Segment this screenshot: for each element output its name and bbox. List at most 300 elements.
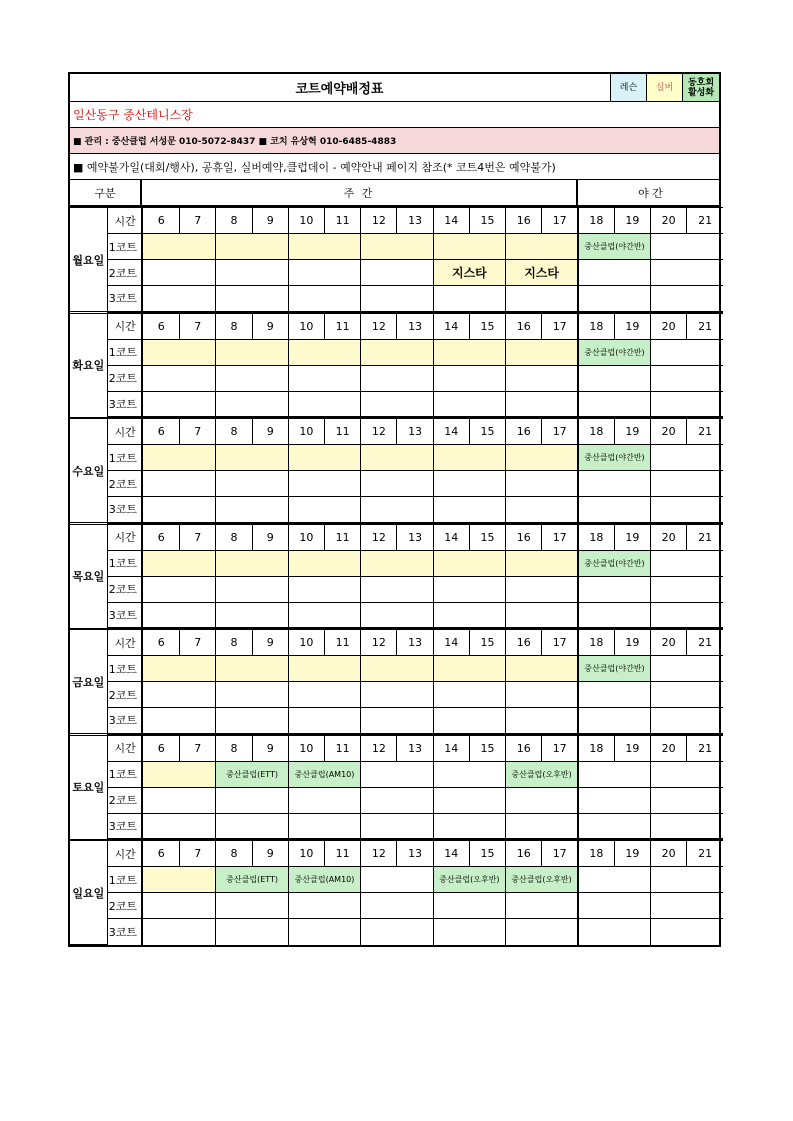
empty-slot[interactable] (361, 497, 433, 523)
empty-slot[interactable] (433, 919, 505, 945)
reservation-slot[interactable] (361, 339, 433, 365)
hour-cell: 7 (180, 630, 216, 656)
hour-cell: 18 (578, 208, 614, 234)
club-slot[interactable]: 중산클럽(AM10) (288, 761, 360, 787)
reservation-slot[interactable] (506, 656, 578, 682)
empty-slot[interactable] (216, 576, 288, 602)
empty-slot[interactable] (288, 919, 360, 945)
empty-slot[interactable] (578, 893, 650, 919)
day-block (70, 524, 719, 630)
empty-slot[interactable] (650, 708, 723, 734)
hour-cell: 20 (650, 735, 686, 761)
empty-slot[interactable] (142, 682, 215, 708)
empty-slot[interactable] (506, 365, 578, 391)
day-block (70, 840, 719, 945)
hour-cell: 17 (542, 208, 578, 234)
club-slot[interactable]: 중산클럽(야간반) (578, 550, 650, 576)
hour-cell: 20 (650, 524, 686, 550)
empty-slot[interactable] (433, 365, 505, 391)
hour-cell: 13 (397, 208, 433, 234)
column-header-row (70, 180, 719, 207)
empty-slot[interactable] (506, 919, 578, 945)
court-label: 2코트 (107, 365, 142, 391)
hour-cell: 9 (252, 313, 288, 339)
hour-cell: 14 (433, 208, 469, 234)
hour-cell: 9 (252, 735, 288, 761)
empty-slot[interactable] (288, 602, 360, 628)
reservation-slot[interactable] (506, 445, 578, 471)
day-block (70, 418, 719, 524)
club-slot[interactable]: 중산클럽(야간반) (578, 339, 650, 365)
hour-cell: 12 (361, 208, 397, 234)
empty-slot[interactable] (650, 576, 723, 602)
hour-cell: 7 (180, 208, 216, 234)
court-label: 1코트 (107, 550, 142, 576)
empty-slot[interactable] (650, 893, 723, 919)
legend-club (682, 74, 719, 101)
court-label: 1코트 (107, 761, 142, 787)
category-header: 구분 (70, 180, 142, 205)
hour-cell: 20 (650, 208, 686, 234)
time-label: 시간 (107, 208, 142, 234)
reservation-slot[interactable] (361, 445, 433, 471)
club-slot[interactable]: 중산클럽(ETT) (216, 867, 288, 893)
empty-slot[interactable] (142, 365, 215, 391)
empty-slot[interactable] (650, 471, 723, 497)
empty-slot[interactable] (288, 708, 360, 734)
hour-cell: 6 (142, 313, 179, 339)
empty-slot[interactable] (650, 550, 723, 576)
day-block (70, 313, 719, 419)
day-block (70, 629, 719, 735)
day-label: 월요일 (70, 208, 107, 312)
empty-slot[interactable] (506, 893, 578, 919)
hour-cell: 14 (433, 419, 469, 445)
hour-cell: 18 (578, 735, 614, 761)
empty-slot[interactable] (506, 787, 578, 813)
empty-slot[interactable] (433, 391, 505, 417)
hour-cell: 8 (216, 313, 252, 339)
reservation-notice: ■ 예약불가일(대회/행사), 공휴일, 실버예약,클럽데이 - 예약안내 페이지 참조(* 코트4번은 예약불가) (70, 154, 719, 180)
reservation-slot[interactable] (216, 339, 288, 365)
empty-slot[interactable] (578, 471, 650, 497)
empty-slot[interactable] (142, 708, 215, 734)
empty-slot[interactable] (650, 497, 723, 523)
empty-slot[interactable] (361, 260, 433, 286)
hour-cell: 8 (216, 735, 252, 761)
reservation-slot[interactable] (216, 550, 288, 576)
empty-slot[interactable] (288, 497, 360, 523)
empty-slot[interactable] (433, 471, 505, 497)
empty-slot[interactable] (578, 867, 650, 893)
reservation-slot[interactable] (433, 656, 505, 682)
reservation-slot[interactable]: 지스타 (506, 260, 578, 286)
empty-slot[interactable] (361, 761, 433, 787)
empty-slot[interactable] (506, 682, 578, 708)
empty-slot[interactable] (578, 813, 650, 839)
time-label: 시간 (107, 630, 142, 656)
hour-cell: 21 (687, 841, 723, 867)
hour-cell: 16 (506, 735, 542, 761)
empty-slot[interactable] (506, 497, 578, 523)
hour-cell: 15 (469, 841, 505, 867)
empty-slot[interactable] (216, 919, 288, 945)
hour-cell: 15 (469, 735, 505, 761)
club-slot[interactable]: 중산클럽(오후반) (433, 867, 505, 893)
empty-slot[interactable] (361, 867, 433, 893)
hour-cell: 13 (397, 419, 433, 445)
legend-silver: 실버 (646, 74, 682, 101)
empty-slot[interactable] (433, 286, 505, 312)
day-table (70, 629, 723, 735)
hour-cell: 19 (614, 735, 650, 761)
hour-cell: 14 (433, 841, 469, 867)
hour-cell: 10 (288, 524, 324, 550)
empty-slot[interactable] (650, 919, 723, 945)
reservation-slot[interactable] (433, 339, 505, 365)
empty-slot[interactable] (650, 234, 723, 260)
empty-slot[interactable] (142, 813, 215, 839)
reservation-slot[interactable] (361, 656, 433, 682)
empty-slot[interactable] (433, 787, 505, 813)
empty-slot[interactable] (216, 682, 288, 708)
schedule-sheet (68, 72, 721, 947)
title-row (70, 74, 719, 102)
empty-slot[interactable] (578, 919, 650, 945)
court-label: 1코트 (107, 656, 142, 682)
empty-slot[interactable] (361, 919, 433, 945)
time-label: 시간 (107, 735, 142, 761)
reservation-slot[interactable] (142, 445, 215, 471)
hour-cell: 6 (142, 524, 179, 550)
empty-slot[interactable] (216, 602, 288, 628)
empty-slot[interactable] (288, 260, 360, 286)
time-label: 시간 (107, 313, 142, 339)
empty-slot[interactable] (288, 286, 360, 312)
hour-cell: 17 (542, 735, 578, 761)
hour-cell: 12 (361, 524, 397, 550)
hour-cell: 16 (506, 841, 542, 867)
hour-cell: 11 (325, 630, 361, 656)
reservation-slot[interactable] (506, 339, 578, 365)
hour-cell: 19 (614, 208, 650, 234)
empty-slot[interactable] (506, 708, 578, 734)
empty-slot[interactable] (650, 391, 723, 417)
empty-slot[interactable] (216, 497, 288, 523)
hour-cell: 10 (288, 735, 324, 761)
hour-cell: 8 (216, 524, 252, 550)
reservation-slot[interactable] (288, 234, 360, 260)
day-table (70, 840, 723, 945)
court-label: 3코트 (107, 813, 142, 839)
hour-cell: 17 (542, 841, 578, 867)
court-label: 2코트 (107, 682, 142, 708)
empty-slot[interactable] (216, 286, 288, 312)
hour-cell: 9 (252, 208, 288, 234)
empty-slot[interactable] (650, 602, 723, 628)
hour-cell: 18 (578, 841, 614, 867)
empty-slot[interactable] (650, 787, 723, 813)
empty-slot[interactable] (288, 893, 360, 919)
court-label: 2코트 (107, 893, 142, 919)
hour-cell: 7 (180, 419, 216, 445)
court-label: 3코트 (107, 391, 142, 417)
hour-cell: 11 (325, 208, 361, 234)
empty-slot[interactable] (288, 365, 360, 391)
reservation-slot[interactable] (216, 445, 288, 471)
legend-club-line1: 동호회 (687, 77, 715, 88)
day-label: 화요일 (70, 313, 107, 417)
empty-slot[interactable] (650, 813, 723, 839)
empty-slot[interactable] (578, 682, 650, 708)
empty-slot[interactable] (361, 391, 433, 417)
reservation-slot[interactable] (433, 550, 505, 576)
hour-cell: 6 (142, 208, 179, 234)
reservation-slot[interactable] (142, 339, 215, 365)
empty-slot[interactable] (142, 497, 215, 523)
hour-cell: 11 (325, 735, 361, 761)
empty-slot[interactable] (578, 761, 650, 787)
empty-slot[interactable] (433, 497, 505, 523)
hour-cell: 18 (578, 630, 614, 656)
empty-slot[interactable] (361, 813, 433, 839)
empty-slot[interactable] (433, 602, 505, 628)
empty-slot[interactable] (142, 602, 215, 628)
empty-slot[interactable] (216, 471, 288, 497)
hour-cell: 18 (578, 419, 614, 445)
legend-club-line2: 활성화 (687, 87, 715, 98)
hour-cell: 6 (142, 735, 179, 761)
empty-slot[interactable] (361, 602, 433, 628)
hour-cell: 21 (687, 735, 723, 761)
hour-cell: 19 (614, 841, 650, 867)
reservation-slot[interactable] (142, 656, 215, 682)
reservation-slot[interactable]: 지스타 (433, 260, 505, 286)
court-label: 2코트 (107, 471, 142, 497)
hour-cell: 11 (325, 313, 361, 339)
legend-lesson: 레슨 (610, 74, 646, 101)
hour-cell: 6 (142, 630, 179, 656)
hour-cell: 8 (216, 630, 252, 656)
hour-cell: 13 (397, 735, 433, 761)
reservation-slot[interactable] (506, 550, 578, 576)
hour-cell: 11 (325, 524, 361, 550)
empty-slot[interactable] (650, 761, 723, 787)
empty-slot[interactable] (650, 365, 723, 391)
hour-cell: 13 (397, 524, 433, 550)
hour-cell: 9 (252, 630, 288, 656)
empty-slot[interactable] (361, 286, 433, 312)
club-slot[interactable]: 중산클럽(오후반) (506, 867, 578, 893)
reservation-slot[interactable] (433, 234, 505, 260)
court-label: 1코트 (107, 339, 142, 365)
empty-slot[interactable] (506, 471, 578, 497)
hour-cell: 21 (687, 208, 723, 234)
empty-slot[interactable] (578, 787, 650, 813)
empty-slot[interactable] (142, 919, 215, 945)
club-slot[interactable]: 중산클럽(오후반) (506, 761, 578, 787)
page-title: 코트예약배정표 (295, 82, 384, 97)
empty-slot[interactable] (288, 813, 360, 839)
hour-cell: 20 (650, 419, 686, 445)
hour-cell: 21 (687, 313, 723, 339)
hour-cell: 14 (433, 630, 469, 656)
reservation-slot[interactable] (216, 234, 288, 260)
reservation-slot[interactable] (288, 445, 360, 471)
reservation-slot[interactable] (288, 656, 360, 682)
empty-slot[interactable] (506, 576, 578, 602)
day-table (70, 207, 723, 313)
empty-slot[interactable] (288, 787, 360, 813)
facility-name: 일산동구 중산테니스장 (70, 102, 719, 128)
hour-cell: 19 (614, 313, 650, 339)
hour-cell: 12 (361, 735, 397, 761)
time-label: 시간 (107, 419, 142, 445)
day-table (70, 735, 723, 841)
empty-slot[interactable] (288, 471, 360, 497)
empty-slot[interactable] (216, 365, 288, 391)
reservation-slot[interactable] (142, 761, 215, 787)
day-label: 목요일 (70, 524, 107, 628)
empty-slot[interactable] (650, 260, 723, 286)
hour-cell: 18 (578, 524, 614, 550)
empty-slot[interactable] (288, 682, 360, 708)
club-slot[interactable]: 중산클럽(야간반) (578, 234, 650, 260)
empty-slot[interactable] (216, 391, 288, 417)
empty-slot[interactable] (650, 867, 723, 893)
hour-cell: 6 (142, 419, 179, 445)
empty-slot[interactable] (288, 391, 360, 417)
night-header: 야 간 (638, 186, 663, 200)
empty-slot[interactable] (578, 497, 650, 523)
empty-slot[interactable] (578, 391, 650, 417)
empty-slot[interactable] (361, 708, 433, 734)
empty-slot[interactable] (142, 286, 215, 312)
hour-cell: 14 (433, 313, 469, 339)
empty-slot[interactable] (650, 339, 723, 365)
empty-slot[interactable] (650, 445, 723, 471)
court-label: 2코트 (107, 787, 142, 813)
hour-cell: 14 (433, 735, 469, 761)
court-label: 3코트 (107, 602, 142, 628)
empty-slot[interactable] (506, 813, 578, 839)
day-label: 수요일 (70, 419, 107, 523)
hour-cell: 10 (288, 841, 324, 867)
empty-slot[interactable] (361, 787, 433, 813)
empty-slot[interactable] (578, 708, 650, 734)
day-label: 일요일 (70, 841, 107, 945)
hour-cell: 15 (469, 630, 505, 656)
hour-cell: 21 (687, 524, 723, 550)
empty-slot[interactable] (216, 708, 288, 734)
empty-slot[interactable] (650, 286, 723, 312)
club-slot[interactable]: 중산클럽(야간반) (578, 656, 650, 682)
hour-cell: 13 (397, 313, 433, 339)
hour-cell: 15 (469, 208, 505, 234)
reservation-slot[interactable] (216, 656, 288, 682)
empty-slot[interactable] (433, 761, 505, 787)
court-label: 1코트 (107, 234, 142, 260)
empty-slot[interactable] (433, 893, 505, 919)
reservation-slot[interactable] (506, 234, 578, 260)
empty-slot[interactable] (216, 813, 288, 839)
empty-slot[interactable] (650, 682, 723, 708)
empty-slot[interactable] (142, 391, 215, 417)
empty-slot[interactable] (361, 365, 433, 391)
reservation-slot[interactable] (433, 445, 505, 471)
hour-cell: 7 (180, 524, 216, 550)
reservation-slot[interactable] (361, 550, 433, 576)
empty-slot[interactable] (433, 708, 505, 734)
empty-slot[interactable] (650, 656, 723, 682)
empty-slot[interactable] (361, 576, 433, 602)
reservation-slot[interactable] (142, 550, 215, 576)
reservation-slot[interactable] (288, 550, 360, 576)
empty-slot[interactable] (142, 576, 215, 602)
empty-slot[interactable] (578, 602, 650, 628)
court-label: 3코트 (107, 286, 142, 312)
empty-slot[interactable] (506, 602, 578, 628)
hour-cell: 10 (288, 419, 324, 445)
empty-slot[interactable] (142, 893, 215, 919)
court-label: 3코트 (107, 708, 142, 734)
hour-cell: 15 (469, 419, 505, 445)
reservation-slot[interactable] (142, 867, 215, 893)
empty-slot[interactable] (578, 365, 650, 391)
empty-slot[interactable] (578, 576, 650, 602)
empty-slot[interactable] (216, 787, 288, 813)
empty-slot[interactable] (433, 813, 505, 839)
empty-slot[interactable] (578, 286, 650, 312)
hour-cell: 15 (469, 524, 505, 550)
empty-slot[interactable] (216, 260, 288, 286)
hour-cell: 16 (506, 208, 542, 234)
empty-slot[interactable] (506, 391, 578, 417)
empty-slot[interactable] (142, 471, 215, 497)
empty-slot[interactable] (433, 682, 505, 708)
empty-slot[interactable] (361, 893, 433, 919)
hour-cell: 17 (542, 630, 578, 656)
time-label: 시간 (107, 841, 142, 867)
hour-cell: 7 (180, 313, 216, 339)
empty-slot[interactable] (506, 286, 578, 312)
empty-slot[interactable] (288, 576, 360, 602)
club-slot[interactable]: 중산클럽(AM10) (288, 867, 360, 893)
empty-slot[interactable] (578, 260, 650, 286)
hour-cell: 19 (614, 630, 650, 656)
reservation-slot[interactable] (361, 234, 433, 260)
day-table (70, 524, 723, 630)
club-slot[interactable]: 중산클럽(야간반) (578, 445, 650, 471)
reservation-slot[interactable] (288, 339, 360, 365)
empty-slot[interactable] (216, 893, 288, 919)
club-slot[interactable]: 중산클럽(ETT) (216, 761, 288, 787)
day-label: 금요일 (70, 630, 107, 734)
empty-slot[interactable] (433, 576, 505, 602)
hour-cell: 11 (325, 841, 361, 867)
court-label: 2코트 (107, 260, 142, 286)
empty-slot[interactable] (142, 260, 215, 286)
reservation-slot[interactable] (142, 234, 215, 260)
hour-cell: 11 (325, 419, 361, 445)
court-label: 2코트 (107, 576, 142, 602)
court-label: 3코트 (107, 919, 142, 945)
empty-slot[interactable] (142, 787, 215, 813)
hour-cell: 12 (361, 841, 397, 867)
empty-slot[interactable] (361, 682, 433, 708)
hour-cell: 10 (288, 630, 324, 656)
empty-slot[interactable] (361, 471, 433, 497)
